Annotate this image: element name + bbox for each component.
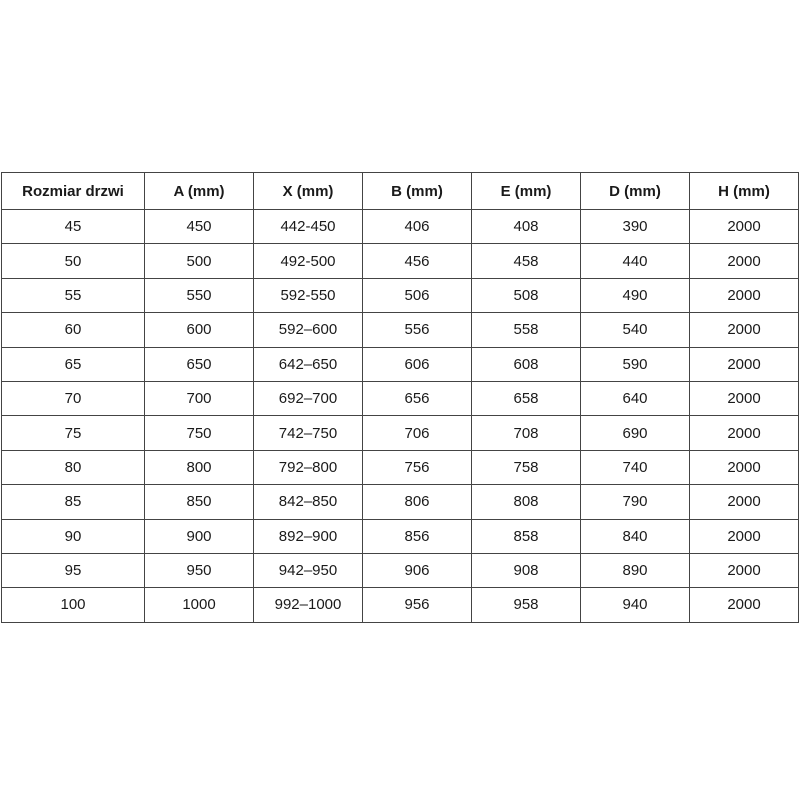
table-cell: 806 bbox=[363, 485, 472, 519]
table-cell: 558 bbox=[472, 313, 581, 347]
table-cell: 690 bbox=[581, 416, 690, 450]
table-cell: 900 bbox=[145, 519, 254, 553]
door-size-table-container bbox=[1, 172, 798, 623]
table-cell: 740 bbox=[581, 450, 690, 484]
table-cell: 95 bbox=[2, 553, 145, 587]
table-cell: 492-500 bbox=[254, 244, 363, 278]
table-row bbox=[2, 210, 799, 244]
table-cell: 75 bbox=[2, 416, 145, 450]
table-cell: 750 bbox=[145, 416, 254, 450]
table-cell: 606 bbox=[363, 347, 472, 381]
table-cell: 708 bbox=[472, 416, 581, 450]
table-row bbox=[2, 485, 799, 519]
table-cell: 2000 bbox=[690, 278, 799, 312]
table-cell: 2000 bbox=[690, 519, 799, 553]
table-cell: 590 bbox=[581, 347, 690, 381]
table-cell: 756 bbox=[363, 450, 472, 484]
table-cell: 592-550 bbox=[254, 278, 363, 312]
table-row bbox=[2, 278, 799, 312]
table-cell: 692–700 bbox=[254, 381, 363, 415]
table-cell: 2000 bbox=[690, 485, 799, 519]
table-cell: 2000 bbox=[690, 313, 799, 347]
table-cell: 608 bbox=[472, 347, 581, 381]
table-cell: 656 bbox=[363, 381, 472, 415]
table-cell: 2000 bbox=[690, 450, 799, 484]
table-cell: 850 bbox=[145, 485, 254, 519]
table-cell: 658 bbox=[472, 381, 581, 415]
column-header-e-mm: E (mm) bbox=[472, 173, 581, 210]
table-cell: 642–650 bbox=[254, 347, 363, 381]
table-body bbox=[2, 210, 799, 623]
table-cell: 958 bbox=[472, 588, 581, 622]
table-cell: 908 bbox=[472, 553, 581, 587]
table-cell: 842–850 bbox=[254, 485, 363, 519]
table-cell: 2000 bbox=[690, 244, 799, 278]
header-row bbox=[2, 173, 799, 210]
table-cell: 458 bbox=[472, 244, 581, 278]
table-cell: 65 bbox=[2, 347, 145, 381]
table-row bbox=[2, 450, 799, 484]
table-cell: 2000 bbox=[690, 347, 799, 381]
table-cell: 80 bbox=[2, 450, 145, 484]
table-cell: 70 bbox=[2, 381, 145, 415]
table-cell: 800 bbox=[145, 450, 254, 484]
table-cell: 550 bbox=[145, 278, 254, 312]
table-cell: 506 bbox=[363, 278, 472, 312]
table-cell: 942–950 bbox=[254, 553, 363, 587]
table-cell: 640 bbox=[581, 381, 690, 415]
table-cell: 856 bbox=[363, 519, 472, 553]
table-header bbox=[2, 173, 799, 210]
table-cell: 85 bbox=[2, 485, 145, 519]
table-cell: 90 bbox=[2, 519, 145, 553]
table-cell: 2000 bbox=[690, 553, 799, 587]
table-cell: 890 bbox=[581, 553, 690, 587]
table-cell: 2000 bbox=[690, 381, 799, 415]
table-cell: 508 bbox=[472, 278, 581, 312]
table-cell: 440 bbox=[581, 244, 690, 278]
table-cell: 600 bbox=[145, 313, 254, 347]
table-cell: 406 bbox=[363, 210, 472, 244]
table-cell: 592–600 bbox=[254, 313, 363, 347]
table-row bbox=[2, 416, 799, 450]
table-cell: 700 bbox=[145, 381, 254, 415]
column-header-rozmiar-drzwi: Rozmiar drzwi bbox=[2, 173, 145, 210]
table-cell: 490 bbox=[581, 278, 690, 312]
table-cell: 992–1000 bbox=[254, 588, 363, 622]
table-cell: 2000 bbox=[690, 416, 799, 450]
table-row bbox=[2, 519, 799, 553]
table-cell: 2000 bbox=[690, 210, 799, 244]
table-cell: 500 bbox=[145, 244, 254, 278]
table-cell: 390 bbox=[581, 210, 690, 244]
table-cell: 790 bbox=[581, 485, 690, 519]
table-row bbox=[2, 588, 799, 622]
table-cell: 742–750 bbox=[254, 416, 363, 450]
table-row bbox=[2, 313, 799, 347]
table-cell: 758 bbox=[472, 450, 581, 484]
table-cell: 100 bbox=[2, 588, 145, 622]
column-header-h-mm: H (mm) bbox=[690, 173, 799, 210]
table-cell: 906 bbox=[363, 553, 472, 587]
table-cell: 408 bbox=[472, 210, 581, 244]
table-cell: 45 bbox=[2, 210, 145, 244]
table-cell: 456 bbox=[363, 244, 472, 278]
column-header-d-mm: D (mm) bbox=[581, 173, 690, 210]
table-cell: 1000 bbox=[145, 588, 254, 622]
table-cell: 650 bbox=[145, 347, 254, 381]
table-row bbox=[2, 381, 799, 415]
table-cell: 940 bbox=[581, 588, 690, 622]
table-row bbox=[2, 347, 799, 381]
table-cell: 792–800 bbox=[254, 450, 363, 484]
table-cell: 556 bbox=[363, 313, 472, 347]
table-cell: 808 bbox=[472, 485, 581, 519]
column-header-a-mm: A (mm) bbox=[145, 173, 254, 210]
table-cell: 2000 bbox=[690, 588, 799, 622]
column-header-x-mm: X (mm) bbox=[254, 173, 363, 210]
table-cell: 706 bbox=[363, 416, 472, 450]
table-cell: 442-450 bbox=[254, 210, 363, 244]
table-row bbox=[2, 553, 799, 587]
table-cell: 540 bbox=[581, 313, 690, 347]
table-cell: 50 bbox=[2, 244, 145, 278]
table-cell: 892–900 bbox=[254, 519, 363, 553]
table-cell: 858 bbox=[472, 519, 581, 553]
table-cell: 956 bbox=[363, 588, 472, 622]
table-cell: 950 bbox=[145, 553, 254, 587]
table-row bbox=[2, 244, 799, 278]
table-cell: 60 bbox=[2, 313, 145, 347]
table-cell: 450 bbox=[145, 210, 254, 244]
table-cell: 55 bbox=[2, 278, 145, 312]
door-size-table bbox=[1, 172, 799, 623]
table-cell: 840 bbox=[581, 519, 690, 553]
column-header-b-mm: B (mm) bbox=[363, 173, 472, 210]
